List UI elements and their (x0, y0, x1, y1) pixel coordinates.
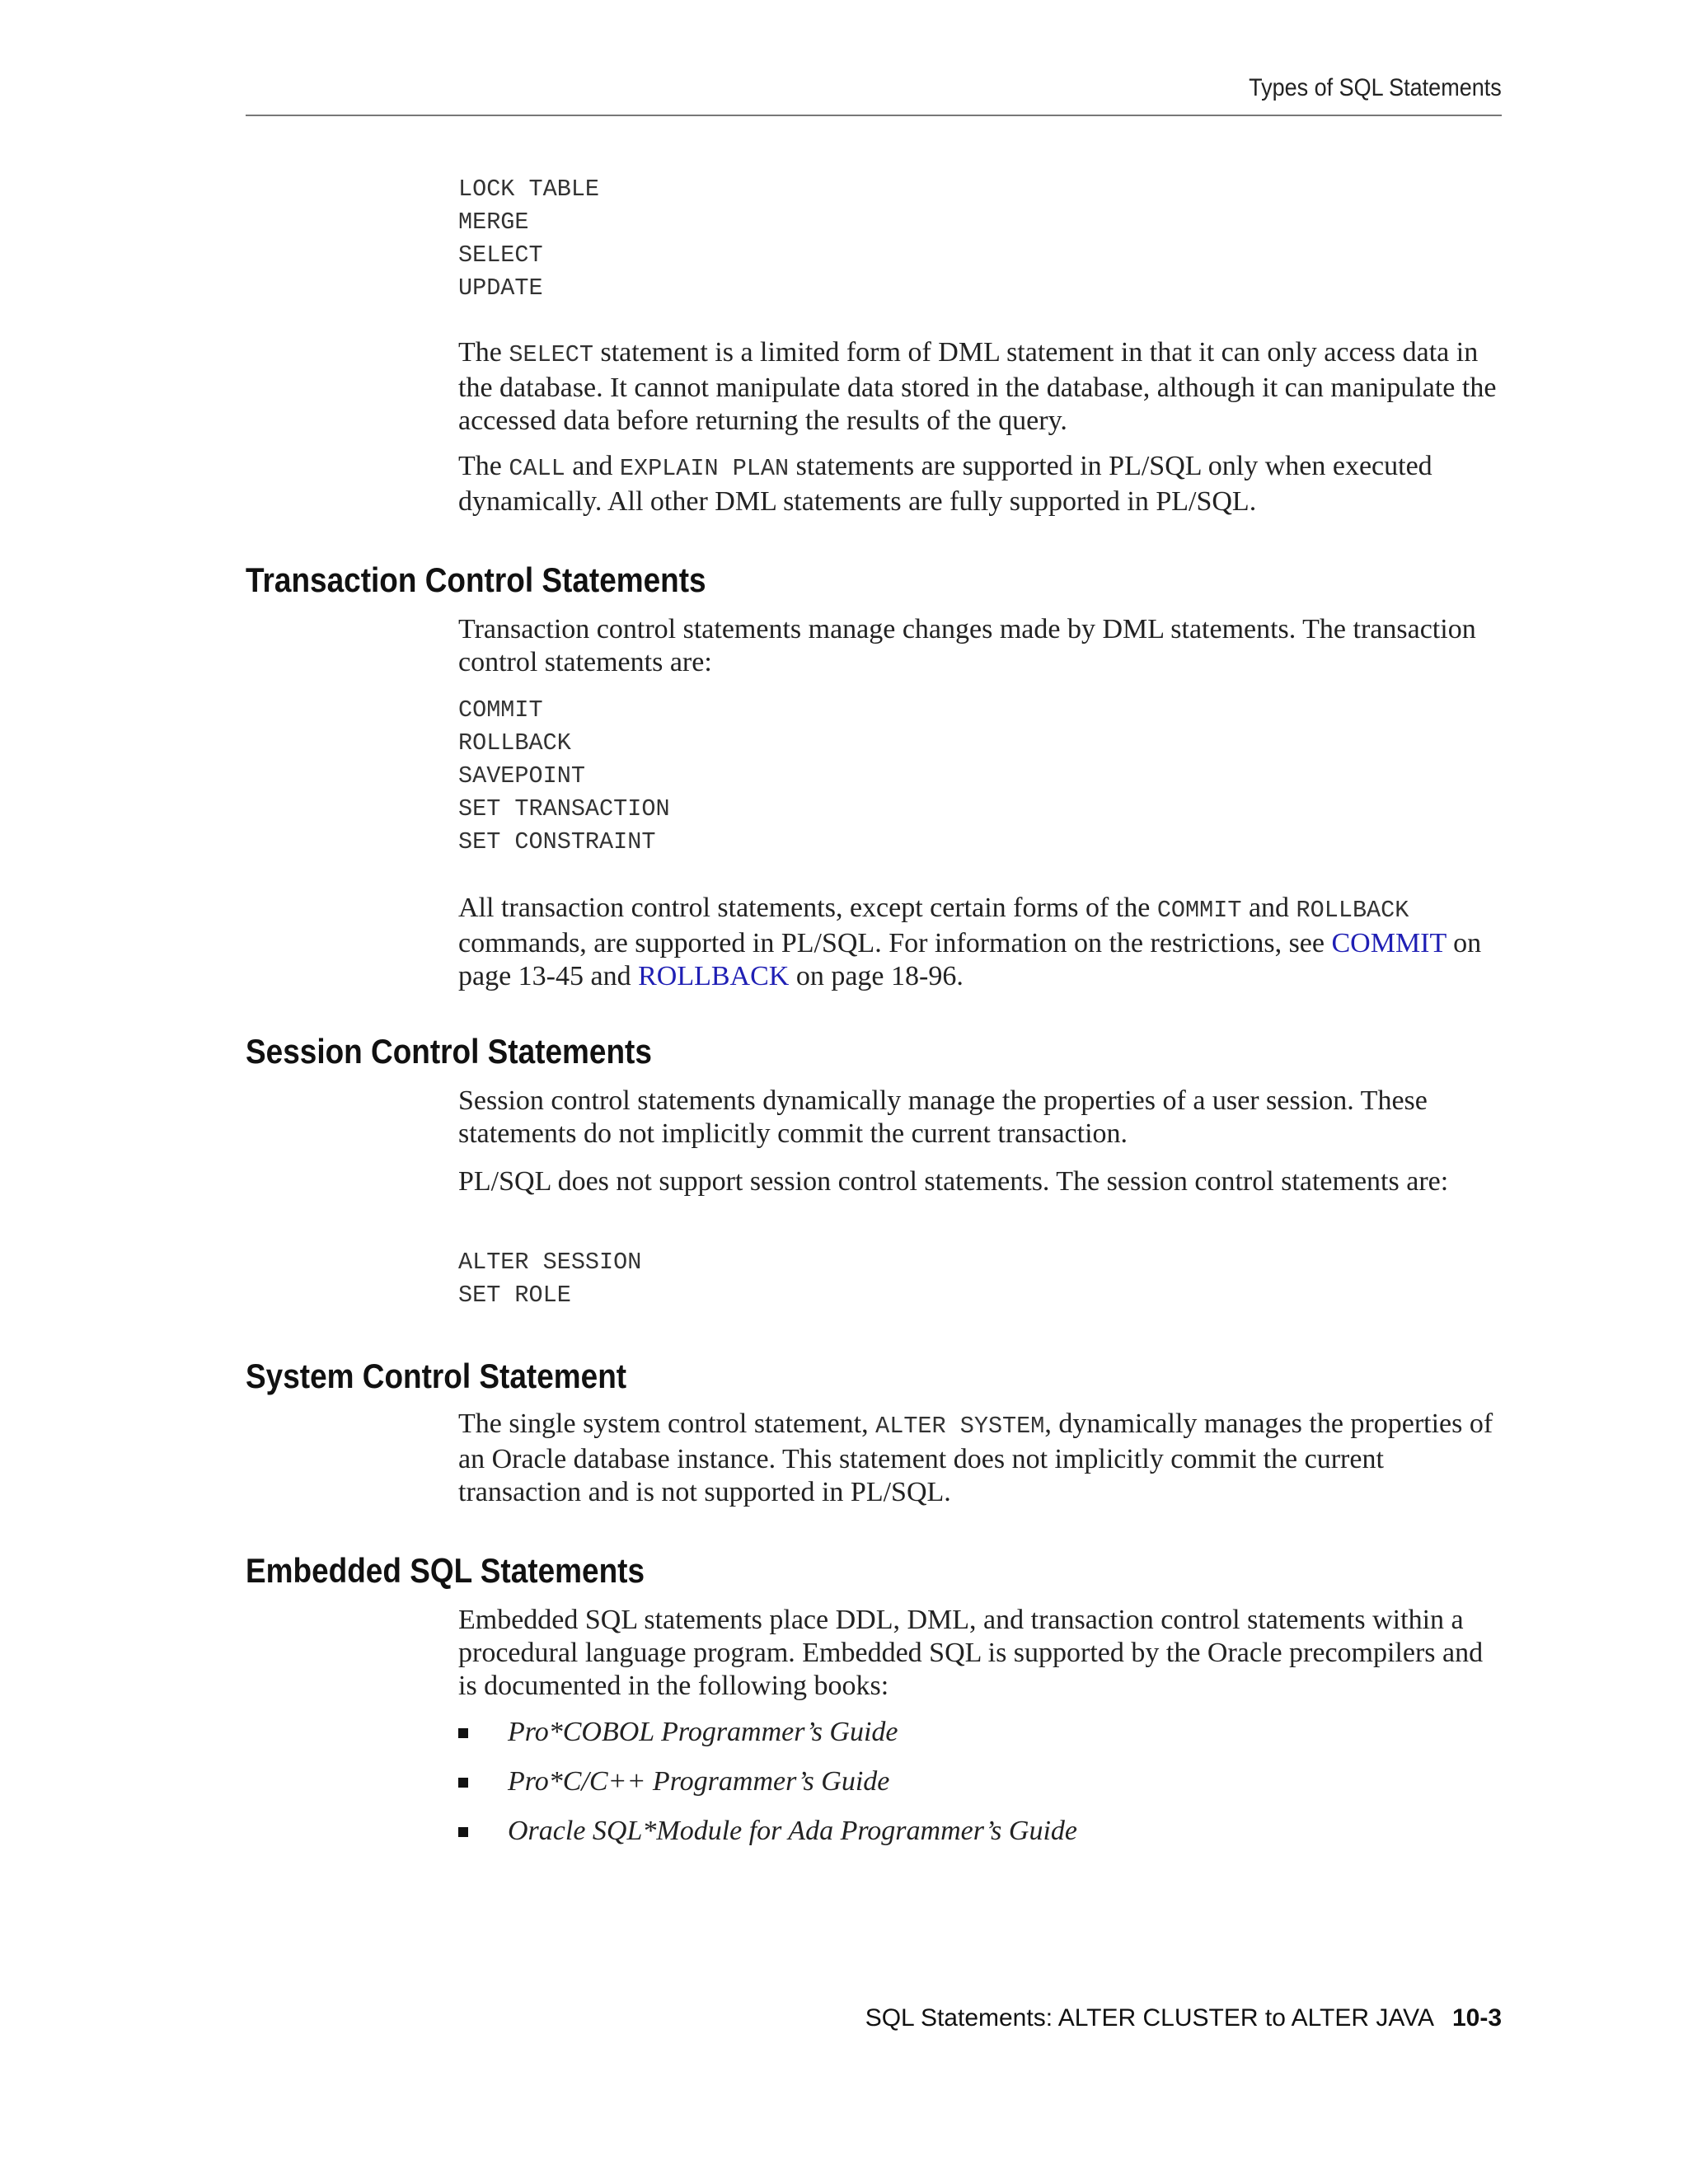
system-paragraph: The single system control statement, ALTER SYSTEM, dynamically manages the properties of an Oracle database instance. This statement does not implicitly commit the current transaction and is not supported in PL/SQL. (458, 1408, 1493, 1507)
transaction-intro: Transaction control statements manage changes made by DML statements. The transaction control statements are: (458, 614, 1476, 677)
section-heading: Session Control Statements (246, 1032, 652, 1071)
code-item: SET CONSTRAINT (458, 828, 656, 855)
session-statement-list (458, 1246, 1507, 1312)
book-list (458, 1716, 1507, 1864)
session-paragraph-1: Session control statements dynamically manage the properties of a user session. These statements do not implicitly commit the current transaction. (458, 1085, 1428, 1149)
header-rule (246, 115, 1502, 116)
code-item: COMMIT (458, 696, 543, 724)
running-header: Types of SQL Statements (1249, 74, 1502, 101)
inline-code: SELECT (509, 341, 593, 368)
inline-code: ALTER SYSTEM (875, 1413, 1045, 1440)
dml-statement-list (458, 173, 1507, 305)
transaction-note: All transaction control statements, except certain forms of the COMMIT and ROLLBACK commands, are supported in PL/SQL. For information on the restrictions, see COMMIT on page 13-45 and ROLLBACK on page 18-96. (458, 893, 1482, 991)
code-item: UPDATE (458, 274, 543, 302)
code-item: SAVEPOINT (458, 762, 585, 790)
inline-code: CALL (509, 455, 565, 482)
code-item: SELECT (458, 241, 543, 269)
list-item: Pro*COBOL Programmer’s Guide (458, 1716, 1507, 1749)
call-paragraph: The CALL and EXPLAIN PLAN statements are supported in PL/SQL only when executed dynamically. All other DML statements are fully supported in PL/SQL. (458, 451, 1432, 517)
session-paragraph-2: PL/SQL does not support session control statements. The session control statements are: (458, 1166, 1449, 1197)
code-item: LOCK TABLE (458, 176, 600, 203)
code-item: ALTER SESSION (458, 1249, 642, 1276)
select-paragraph: The SELECT statement is a limited form of DML statement in that it can only access data in the database. It cannot manipulate data stored in the database, although it can manipulate the accessed data before returning the results of the query. (458, 337, 1497, 436)
bullet-icon (458, 1728, 468, 1738)
page-footer (865, 2004, 1502, 2032)
inline-code: ROLLBACK (1296, 897, 1409, 924)
code-item: SET ROLE (458, 1282, 571, 1309)
code-item: ROLLBACK (458, 729, 571, 757)
page-number: 10-3 (1451, 2004, 1502, 2032)
section-heading: Embedded SQL Statements (246, 1551, 645, 1590)
rollback-link[interactable]: ROLLBACK (638, 961, 790, 991)
inline-code: COMMIT (1156, 897, 1242, 924)
commit-link[interactable]: COMMIT (1331, 928, 1447, 958)
bullet-icon (458, 1827, 468, 1837)
list-item: Oracle SQL*Module for Ada Programmer’s Guide (458, 1815, 1507, 1848)
code-item: SET TRANSACTION (458, 795, 670, 823)
code-item: MERGE (458, 209, 529, 236)
list-item: Pro*C/C++ Programmer’s Guide (458, 1765, 1507, 1798)
section-heading: Transaction Control Statements (246, 560, 706, 599)
bullet-icon (458, 1778, 468, 1788)
footer-title: SQL Statements: ALTER CLUSTER to ALTER JAVA (865, 2004, 1434, 2032)
inline-code: EXPLAIN PLAN (619, 455, 790, 482)
embedded-intro: Embedded SQL statements place DDL, DML, and transaction control statements within a procedural language program. Embedded SQL is supported by the Oracle precompilers and is documented in the following books: (458, 1605, 1484, 1701)
transaction-statement-list (458, 694, 1507, 859)
section-heading: System Control Statement (246, 1357, 627, 1395)
